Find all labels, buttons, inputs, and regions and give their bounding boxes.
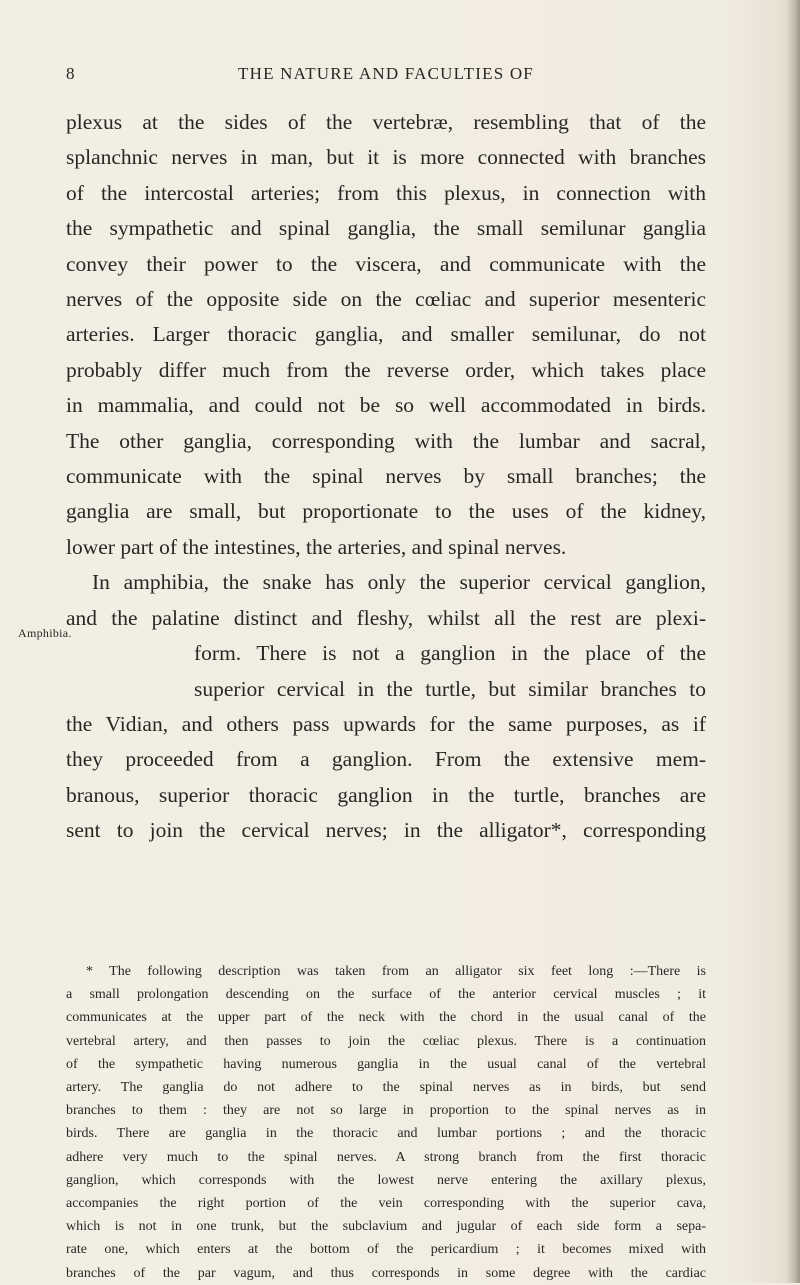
page-header xyxy=(66,64,706,88)
footnote-line: * The following description was taken from an alligator six feet long :—There is xyxy=(86,964,706,979)
margin-note: Amphibia. xyxy=(18,626,72,640)
text-line: the sympathetic and spinal ganglia, the small semilunar ganglia xyxy=(66,216,706,241)
footnote-line: branches to them : they are not so large in proportion to the spinal nerves as in xyxy=(66,1103,706,1119)
footnote xyxy=(66,960,706,1285)
footnote-line: branches of the par vagum, and thus corresponds in some degree with the cardiac xyxy=(66,1265,706,1281)
footnote-line: ganglion, which corresponds with the lowest nerve entering the axillary plexus, xyxy=(66,1172,706,1188)
footnote-line: birds. There are ganglia in the thoracic and lumbar portions ; and the thoracic xyxy=(66,1126,706,1142)
main-text xyxy=(66,105,706,849)
text-line: form. There is not a ganglion in the place of the xyxy=(194,641,706,666)
footnote-line: rate one, which enters at the bottom of the pericardium ; it becomes mixed with xyxy=(66,1242,706,1258)
text-line: superior cervical in the turtle, but similar branches to xyxy=(194,676,706,701)
text-line: arteries. Larger thoracic ganglia, and smaller semilunar, do not xyxy=(66,322,706,347)
footnote-line: which is not in one trunk, but the subclavium and jugular of each side form a sepa- xyxy=(66,1219,706,1235)
page-binding-shadow xyxy=(786,0,800,1283)
text-line: splanchnic nerves in man, but it is more connected with branches xyxy=(66,145,706,170)
text-line: ganglia are small, but proportionate to the uses of the kidney, xyxy=(66,499,706,524)
text-line: In amphibia, the snake has only the superior cervical ganglion, xyxy=(92,570,706,595)
text-line: branous, superior thoracic ganglion in the turtle, branches are xyxy=(66,782,706,807)
footnote-line: vertebral artery, and then passes to join the cœliac plexus. There is a continuation xyxy=(66,1033,706,1049)
footnote-line: adhere very much to the spinal nerves. A strong branch from the first thoracic xyxy=(66,1149,706,1165)
text-line: sent to join the cervical nerves; in the alligator*, corresponding xyxy=(66,818,706,843)
text-line: the Vidian, and others pass upwards for the same purposes, as if xyxy=(66,711,706,736)
text-line: and the palatine distinct and fleshy, whilst all the rest are plexi- xyxy=(66,605,706,630)
footnote-line: of the sympathetic having numerous ganglia in the usual canal of the vertebral xyxy=(66,1056,706,1072)
text-line: lower part of the intestines, the arteries, and spinal nerves. xyxy=(66,534,567,559)
text-line: of the intercostal arteries; from this plexus, in connection with xyxy=(66,180,706,205)
page-number: 8 xyxy=(66,64,76,83)
text-line: convey their power to the viscera, and communicate with the xyxy=(66,251,706,276)
text-line: communicate with the spinal nerves by small branches; the xyxy=(66,464,706,489)
footnote-line: accompanies the right portion of the vein corresponding with the superior cava, xyxy=(66,1196,706,1212)
footnote-line: a small prolongation descending on the surface of the anterior cervical muscles ; it xyxy=(66,987,706,1003)
footnote-line: communicates at the upper part of the neck with the chord in the usual canal of the xyxy=(66,1010,706,1026)
text-line: in mammalia, and could not be so well accommodated in birds. xyxy=(66,393,706,418)
text-line: The other ganglia, corresponding with the lumbar and sacral, xyxy=(66,428,706,453)
text-line: probably differ much from the reverse order, which takes place xyxy=(66,357,706,382)
text-line: they proceeded from a ganglion. From the extensive mem- xyxy=(66,747,706,772)
text-line: plexus at the sides of the vertebræ, resembling that of the xyxy=(66,110,706,134)
running-head: THE NATURE AND FACULTIES OF xyxy=(238,64,534,83)
text-line: nerves of the opposite side on the cœliac and superior mesenteric xyxy=(66,287,706,312)
footnote-line: artery. The ganglia do not adhere to the spinal nerves as in birds, but send xyxy=(66,1080,706,1096)
